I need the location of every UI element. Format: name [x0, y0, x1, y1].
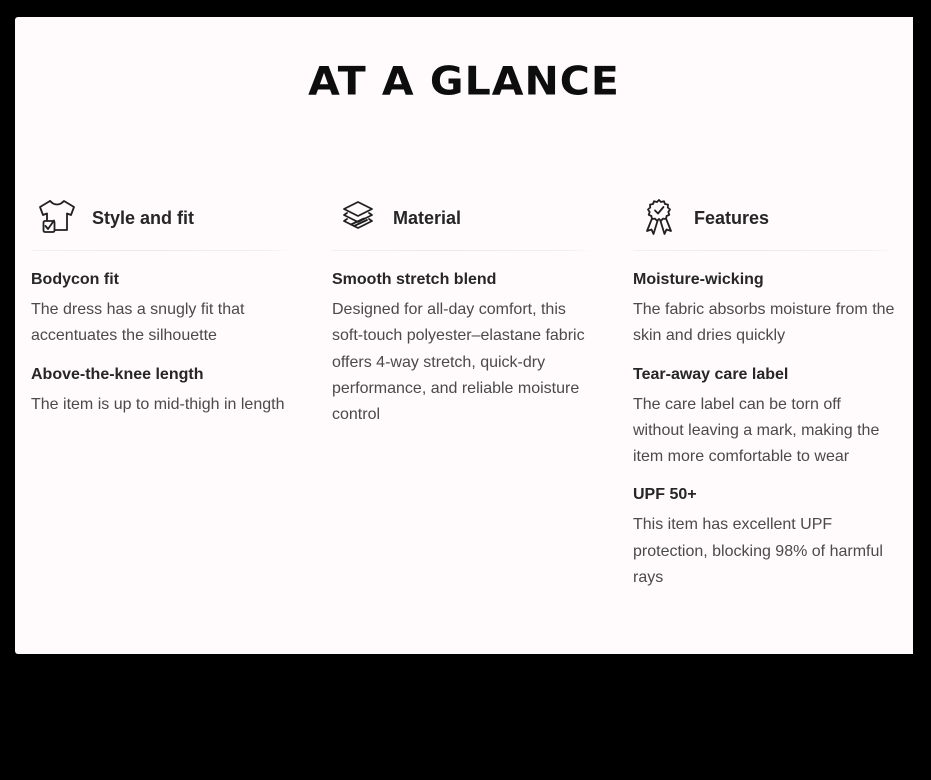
feature-title: UPF 50+ [633, 486, 697, 504]
feature-list [633, 267, 903, 591]
at-a-glance-panel [15, 17, 913, 654]
award-ribbon-icon [638, 197, 680, 239]
page-title: AT A GLANCE [308, 58, 620, 104]
column-header [31, 195, 301, 241]
feature-description: The fabric absorbs moisture from the skin and dries quickly [633, 301, 895, 345]
feature-title: Bodycon fit [31, 271, 119, 288]
feature-description: The item is up to mid-thigh in length [31, 395, 285, 413]
feature-description: The care label can be torn off without leaving a mark, making the item more comfortable to wear [633, 395, 880, 466]
divider [633, 250, 895, 251]
feature-title: Tear-away care label [633, 365, 789, 383]
feature-description: The dress has a snugly fit that accentuates the silhouette [31, 301, 245, 345]
feature-list [332, 267, 602, 428]
feature-description: Designed for all-day comfort, this soft-touch polyester–elastane fabric offers 4-way stretch, quick-dry performance, and reliable moisture control [332, 301, 585, 424]
feature-item [31, 362, 301, 418]
feature-item [633, 482, 903, 591]
feature-list [31, 267, 301, 418]
column-header [332, 195, 602, 241]
layers-icon [337, 197, 379, 239]
feature-item [633, 362, 903, 471]
feature-description: This item has excellent UPF protection, blocking 98% of harmful rays [633, 516, 883, 587]
column-label: Material [393, 207, 462, 228]
column-features [633, 195, 903, 603]
divider [332, 250, 594, 251]
feature-item [633, 267, 903, 350]
feature-title: Smooth stretch blend [332, 271, 497, 288]
column-style-and-fit [31, 195, 301, 430]
feature-title: Above-the-knee length [31, 365, 204, 383]
tshirt-check-icon [36, 197, 78, 239]
divider [31, 250, 293, 251]
column-header [633, 195, 903, 241]
feature-item [332, 267, 602, 428]
feature-item [31, 267, 301, 350]
column-material [332, 195, 602, 440]
feature-title: Moisture-wicking [633, 271, 764, 288]
column-label: Features [694, 207, 770, 228]
column-label: Style and fit [92, 207, 195, 228]
